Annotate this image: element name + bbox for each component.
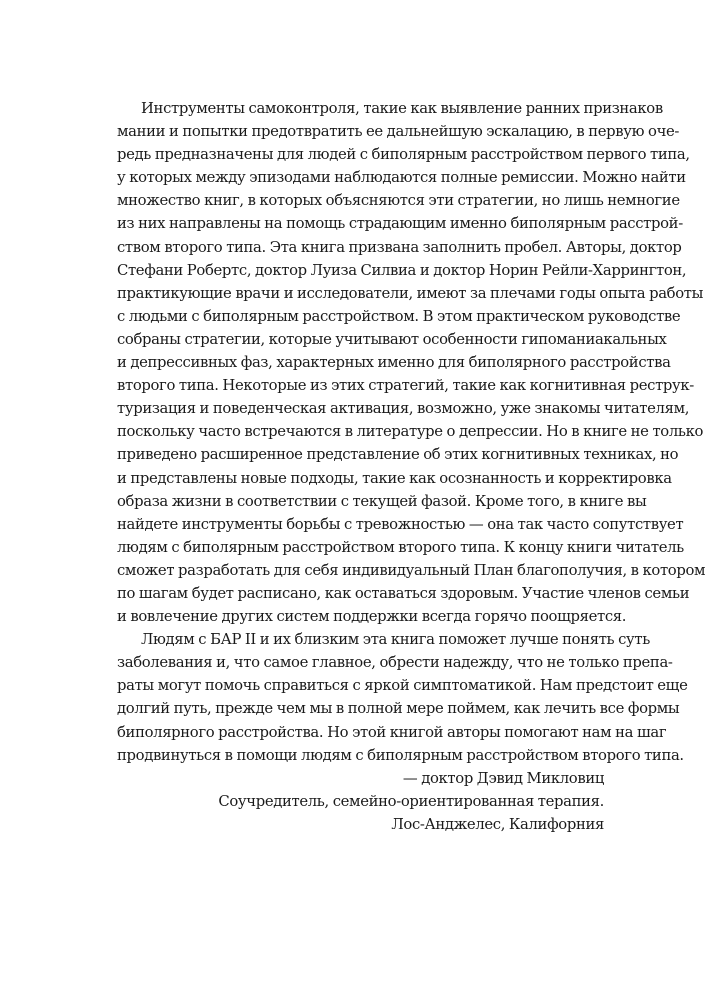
text-line: поскольку часто встречаются в литературе о депрессии. Но в книге не только bbox=[117, 423, 704, 441]
text-line: у которых между эпизодами наблюдаются полные ремиссии. Можно найти bbox=[117, 169, 686, 187]
signature-author: — доктор Дэвид Микловиц bbox=[402, 769, 604, 787]
text-line: образа жизни в соответствии с текущей фазой. Кроме того, в книге вы bbox=[117, 492, 647, 510]
text-line: и депрессивных фаз, характерных именно для биполярного расстройства bbox=[117, 354, 671, 372]
foreword-text bbox=[117, 97, 705, 836]
paragraph-2 bbox=[117, 628, 688, 767]
signature-block bbox=[117, 767, 604, 836]
text-line: собраны стратегии, которые учитывают особенности гипоманиакальных bbox=[117, 330, 667, 348]
text-line: Стефани Робертс, доктор Луиза Силвиа и доктор Норин Рейли-Харрингтон, bbox=[117, 261, 687, 279]
signature-location: Лос-Анджелес, Калифорния bbox=[391, 815, 604, 833]
text-line: найдете инструменты борьбы с тревожностью — она так часто сопутствует bbox=[117, 515, 684, 533]
text-line: с людьми с биполярным расстройством. В этом практическом руководстве bbox=[117, 307, 681, 325]
text-line: продвинуться в помощи людям с биполярным расстройством второго типа. bbox=[117, 746, 684, 764]
text-line: второго типа. Некоторые из этих стратегий, такие как когнитивная реструк- bbox=[117, 377, 694, 395]
text-line: практикующие врачи и исследователи, имеют за плечами годы опыта работы bbox=[117, 284, 704, 302]
text-line: мании и попытки предотвратить ее дальнейшую эскалацию, в первую оче- bbox=[117, 123, 680, 141]
text-line: Инструменты самоконтроля, такие как выявление ранних признаков bbox=[141, 100, 663, 117]
text-line: людям с биполярным расстройством второго типа. К концу книги читатель bbox=[117, 538, 684, 556]
text-line: сможет разработать для себя индивидуальный План благополучия, в котором bbox=[117, 561, 705, 579]
text-line: туризация и поведенческая активация, возможно, уже знакомы читателям, bbox=[117, 400, 690, 418]
text-line: долгий путь, прежде чем мы в полной мере поймем, как лечить все формы bbox=[117, 700, 680, 718]
text-line: и вовлечение других систем поддержки всегда горячо поощряется. bbox=[117, 608, 627, 626]
text-line: заболевания и, что самое главное, обрести надежду, что не только препа- bbox=[117, 654, 673, 672]
text-line: раты могут помочь справиться с яркой симптоматикой. Нам предстоит еще bbox=[117, 677, 688, 695]
text-line: приведено расширенное представление об этих когнитивных техниках, но bbox=[117, 446, 679, 464]
text-line: из них направлены на помощь страдающим именно биполярным расстрой- bbox=[117, 215, 683, 233]
text-line: Людям с БАР II и их близким эта книга поможет лучше понять суть bbox=[141, 631, 650, 649]
text-line: и представлены новые подходы, такие как осознанность и корректировка bbox=[117, 469, 672, 487]
signature-position: Соучредитель, семейно-ориентированная терапия. bbox=[218, 792, 604, 810]
paragraph-1 bbox=[117, 97, 705, 628]
text-line: редь предназначены для людей с биполярным расстройством первого типа, bbox=[117, 146, 690, 164]
text-line: множество книг, в которых объясняются эти стратегии, но лишь немногие bbox=[117, 192, 680, 210]
text-line: ством второго типа. Эта книга призвана заполнить пробел. Авторы, доктор bbox=[117, 238, 682, 256]
text-line: биполярного расстройства. Но этой книгой авторы помогают нам на шаг bbox=[117, 723, 667, 741]
text-line: по шагам будет расписано, как оставаться здоровым. Участие членов семьи bbox=[117, 584, 690, 602]
